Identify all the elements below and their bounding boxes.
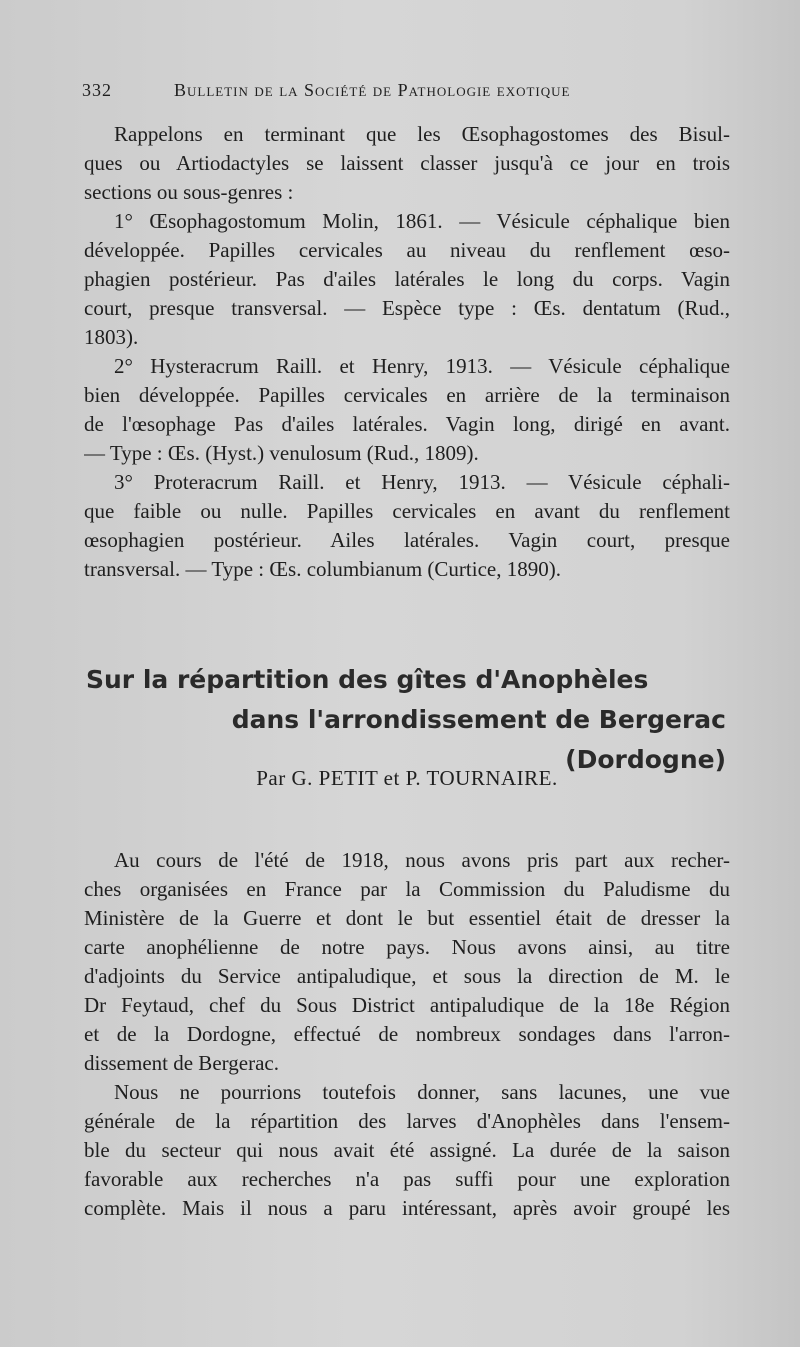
text-line: développée. Papilles cervicales au niveau du renflement œso- <box>84 238 730 262</box>
text-line: Rappelons en terminant que les Œsophagostomes des Bisul- <box>114 122 730 146</box>
text-line: 2° Hysteracrum Raill. et Henry, 1913. — Vésicule céphalique <box>114 354 730 378</box>
text-line: Dr Feytaud, chef du Sous District antipaludique de la 18e Région <box>84 993 730 1017</box>
journal-title: Bulletin de la Société de Pathologie exotique <box>174 80 571 100</box>
text-line: transversal. — Type : Œs. columbianum (Curtice, 1890). <box>84 557 561 581</box>
text-line: carte anophélienne de notre pays. Nous avons ainsi, au titre <box>84 935 730 959</box>
text-line: Au cours de l'été de 1918, nous avons pris part aux recher- <box>114 848 730 872</box>
running-header <box>82 80 722 110</box>
article-title-line: dans l'arrondissement de Bergerac <box>231 705 726 734</box>
text-line: 1803). <box>84 325 139 349</box>
text-line: de l'œsophage Pas d'ailes latérales. Vagin long, dirigé en avant. <box>84 412 730 436</box>
text-line: sections ou sous-genres : <box>84 180 294 204</box>
page-number: 332 <box>82 80 112 100</box>
text-line: que faible ou nulle. Papilles cervicales en avant du renflement <box>84 499 730 523</box>
text-line: ble du secteur qui nous avait été assigné. La durée de la saison <box>84 1138 730 1162</box>
article-title-line: Sur la répartition des gîtes d'Anophèles <box>86 665 649 694</box>
text-line: d'adjoints du Service antipaludique, et sous la direction de M. le <box>84 964 730 988</box>
text-line: complète. Mais il nous a paru intéressant, après avoir groupé les <box>84 1196 730 1220</box>
text-line: ques ou Artiodactyles se laissent classer jusqu'à ce jour en trois <box>84 151 730 175</box>
text-line: Ministère de la Guerre et dont le but essentiel était de dresser la <box>84 906 730 930</box>
text-line: bien développée. Papilles cervicales en arrière de la terminaison <box>84 383 730 407</box>
text-line: œsophagien postérieur. Ailes latérales. Vagin court, presque <box>84 528 730 552</box>
text-line: — Type : Œs. (Hyst.) venulosum (Rud., 1809). <box>84 441 479 465</box>
text-line: dissement de Bergerac. <box>84 1051 279 1075</box>
section-1 <box>84 120 730 584</box>
text-line: 1° Œsophagostomum Molin, 1861. — Vésicule céphalique bien <box>114 209 730 233</box>
text-line: Nous ne pourrions toutefois donner, sans lacunes, une vue <box>114 1080 730 1104</box>
text-line: court, presque transversal. — Espèce type : Œs. dentatum (Rud., <box>84 296 730 320</box>
article-authors: Par G. PETIT et P. TOURNAIRE. <box>256 766 558 790</box>
text-line: phagien postérieur. Pas d'ailes latérales le long du corps. Vagin <box>84 267 730 291</box>
text-line: favorable aux recherches n'a pas suffi pour une exploration <box>84 1167 730 1191</box>
article-title <box>86 660 726 780</box>
article-title-line: (Dordogne) <box>565 745 726 774</box>
text-line: ches organisées en France par la Commission du Paludisme du <box>84 877 730 901</box>
text-line: 3° Proteracrum Raill. et Henry, 1913. — Vésicule céphali- <box>114 470 730 494</box>
section-2 <box>84 846 730 1223</box>
text-line: générale de la répartition des larves d'Anophèles dans l'ensem- <box>84 1109 730 1133</box>
text-line: et de la Dordogne, effectué de nombreux sondages dans l'arron- <box>84 1022 730 1046</box>
